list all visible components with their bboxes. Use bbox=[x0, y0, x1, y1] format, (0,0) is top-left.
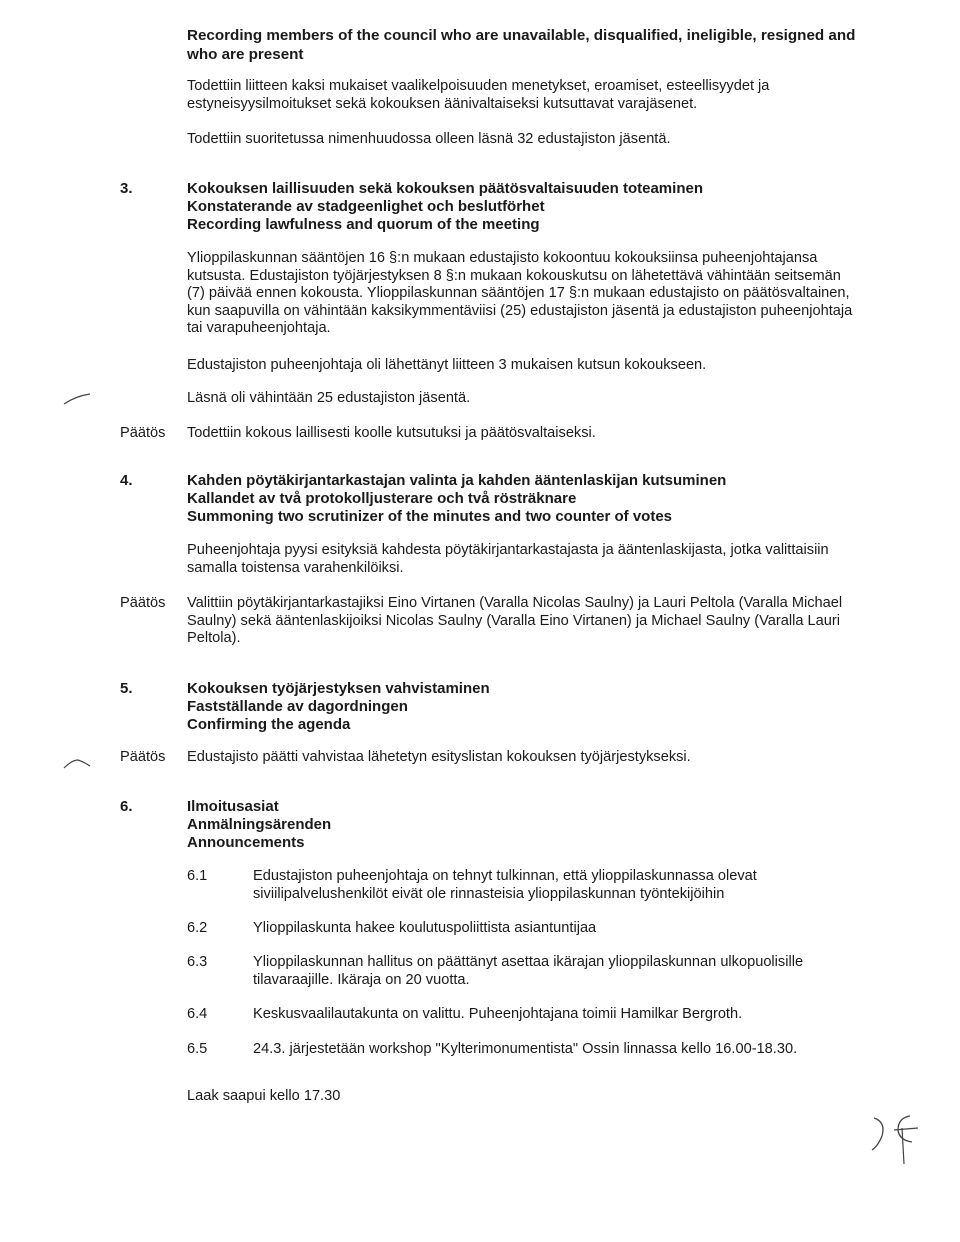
title-en: Announcements bbox=[187, 834, 305, 852]
section-3-paragraph-2: Edustajiston puheenjohtaja oli lähettänyt liitteen 3 mukaisen kutsun kokoukseen. bbox=[187, 357, 707, 373]
announcement-number: 6.4 bbox=[187, 1006, 208, 1022]
text-line: (7) päivää ennen kokousta. Ylioppilaskunnan sääntöjen 17 §:n mukaan edustajisto on päätösvaltainen, bbox=[187, 285, 850, 301]
title-fi: Kokouksen työjärjestyksen vahvistaminen bbox=[187, 680, 490, 697]
title-en: Summoning two scrutinizer of the minutes and two counter of votes bbox=[187, 508, 673, 526]
text-line: Peltola). bbox=[187, 630, 241, 646]
section-4-body bbox=[187, 542, 907, 577]
section-6-number: 6. bbox=[120, 798, 133, 815]
text-line: Valittiin pöytäkirjantarkastajiksi Eino Virtanen (Varalla Nicolas Saulny) ja Lauri Peltola (Varalla Michael bbox=[187, 595, 843, 611]
text-line: samalla toistensa varahenkilöiksi. bbox=[187, 559, 404, 576]
text-line: Todettiin liitteen kaksi mukaiset vaalikelpoisuuden menetykset, eroamiset, esteellisyydet ja bbox=[187, 78, 770, 94]
section-3-title bbox=[187, 180, 907, 235]
intro-heading-line: Recording members of the council who are unavailable, disqualified, ineligible, resigned and bbox=[187, 27, 856, 44]
text-line: estyneisyysilmoitukset sekä kokouksen äänivaltaiseksi kutsuttavat varajäsenet. bbox=[187, 95, 698, 112]
title-en: Recording lawfulness and quorum of the meeting bbox=[187, 216, 540, 234]
intro-paragraph-1 bbox=[187, 78, 907, 113]
closing-note: Laak saapui kello 17.30 bbox=[187, 1088, 341, 1104]
section-3-decision: Todettiin kokous laillisesti koolle kutsutuksi ja päätösvaltaiseksi. bbox=[187, 425, 596, 441]
section-4-decision bbox=[187, 595, 907, 648]
text-line: siviilipalvelushenkilöt eivät ole rinnasteisia ylioppilaskunnan työntekijöihin bbox=[253, 885, 725, 902]
announcement-number: 6.3 bbox=[187, 954, 208, 970]
text-line: tilavaraajille. Ikäraja on 20 vuotta. bbox=[253, 971, 470, 988]
title-fi: Kokouksen laillisuuden sekä kokouksen päätösvaltaisuuden toteaminen bbox=[187, 180, 703, 197]
section-4-decision-label: Päätös bbox=[120, 595, 166, 611]
announcement-text: Ylioppilaskunta hakee koulutuspoliittista asiantuntijaa bbox=[253, 920, 597, 936]
text-line: kutsusta. Edustajiston työjärjestyksen 8 §:n mukaan kokouskutsu on lähetettävä vähintään seitsemän bbox=[187, 267, 841, 284]
title-sv: Fastställande av dagordningen bbox=[187, 698, 408, 716]
text-line: Saulny) sekä ääntenlaskijoiksi Nicolas Saulny (Varalla Eino Virtanen) ja Michael Saulny (Varalla Lauri bbox=[187, 612, 840, 629]
announcement-text bbox=[253, 954, 893, 989]
intro-heading-line: who are present bbox=[187, 45, 304, 63]
text-line: tai varapuheenjohtaja. bbox=[187, 320, 331, 336]
handwritten-initials-icon bbox=[868, 1106, 928, 1168]
section-5-number: 5. bbox=[120, 680, 133, 697]
announcement-number: 6.1 bbox=[187, 868, 208, 884]
announcement-text: Keskusvaalilautakunta on valittu. Puheenjohtajana toimii Hamilkar Bergroth. bbox=[253, 1006, 743, 1022]
section-3-number: 3. bbox=[120, 180, 133, 197]
section-5-title bbox=[187, 680, 907, 735]
pen-stroke-icon bbox=[62, 754, 92, 770]
pen-stroke-icon bbox=[62, 392, 92, 406]
text-line: Edustajiston puheenjohtaja on tehnyt tulkinnan, että ylioppilaskunnassa olevat bbox=[253, 868, 757, 884]
section-6-title bbox=[187, 798, 907, 853]
text-line: Puheenjohtaja pyysi esityksiä kahdesta pöytäkirjantarkastajasta ja ääntenlaskijasta, jotka valittaisiin bbox=[187, 542, 829, 558]
announcement-text bbox=[253, 868, 893, 903]
title-sv: Anmälningsärenden bbox=[187, 816, 332, 834]
title-sv: Konstaterande av stadgeenlighet och beslutförhet bbox=[187, 198, 545, 216]
section-3-paragraph-3: Läsnä oli vähintään 25 edustajiston jäsentä. bbox=[187, 390, 471, 406]
section-3-decision-label: Päätös bbox=[120, 425, 166, 441]
section-5-decision: Edustajisto päätti vahvistaa lähetetyn esityslistan kokouksen työjärjestykseksi. bbox=[187, 749, 691, 765]
intro-heading bbox=[187, 27, 907, 64]
title-en: Confirming the agenda bbox=[187, 716, 351, 734]
text-line: kun saapuvilla on vähintään kaksikymmentäviisi (25) edustajiston jäsentä ja edustajiston puheenjohtaja bbox=[187, 302, 853, 319]
announcement-text: 24.3. järjestetään workshop "Kylterimonumentista" Ossin linnassa kello 16.00-18.30. bbox=[253, 1041, 798, 1057]
announcement-number: 6.5 bbox=[187, 1041, 208, 1057]
section-4-title bbox=[187, 472, 907, 527]
announcement-number: 6.2 bbox=[187, 920, 208, 936]
text-line: Ylioppilaskunnan sääntöjen 16 §:n mukaan edustajisto kokoontuu kokouksiinsa puheenjohtajansa bbox=[187, 250, 818, 266]
title-sv: Kallandet av två protokolljusterare och två rösträknare bbox=[187, 490, 577, 508]
text-line: Ylioppilaskunnan hallitus on päättänyt asettaa ikärajan ylioppilaskunnan ulkopuolisille bbox=[253, 954, 804, 970]
section-3-body bbox=[187, 250, 907, 338]
section-5-decision-label: Päätös bbox=[120, 749, 166, 765]
intro-paragraph-2: Todettiin suoritetussa nimenhuudossa olleen läsnä 32 edustajiston jäsentä. bbox=[187, 131, 671, 147]
section-4-number: 4. bbox=[120, 472, 133, 489]
title-fi: Kahden pöytäkirjantarkastajan valinta ja kahden ääntenlaskijan kutsuminen bbox=[187, 472, 727, 489]
title-fi: Ilmoitusasiat bbox=[187, 798, 279, 815]
